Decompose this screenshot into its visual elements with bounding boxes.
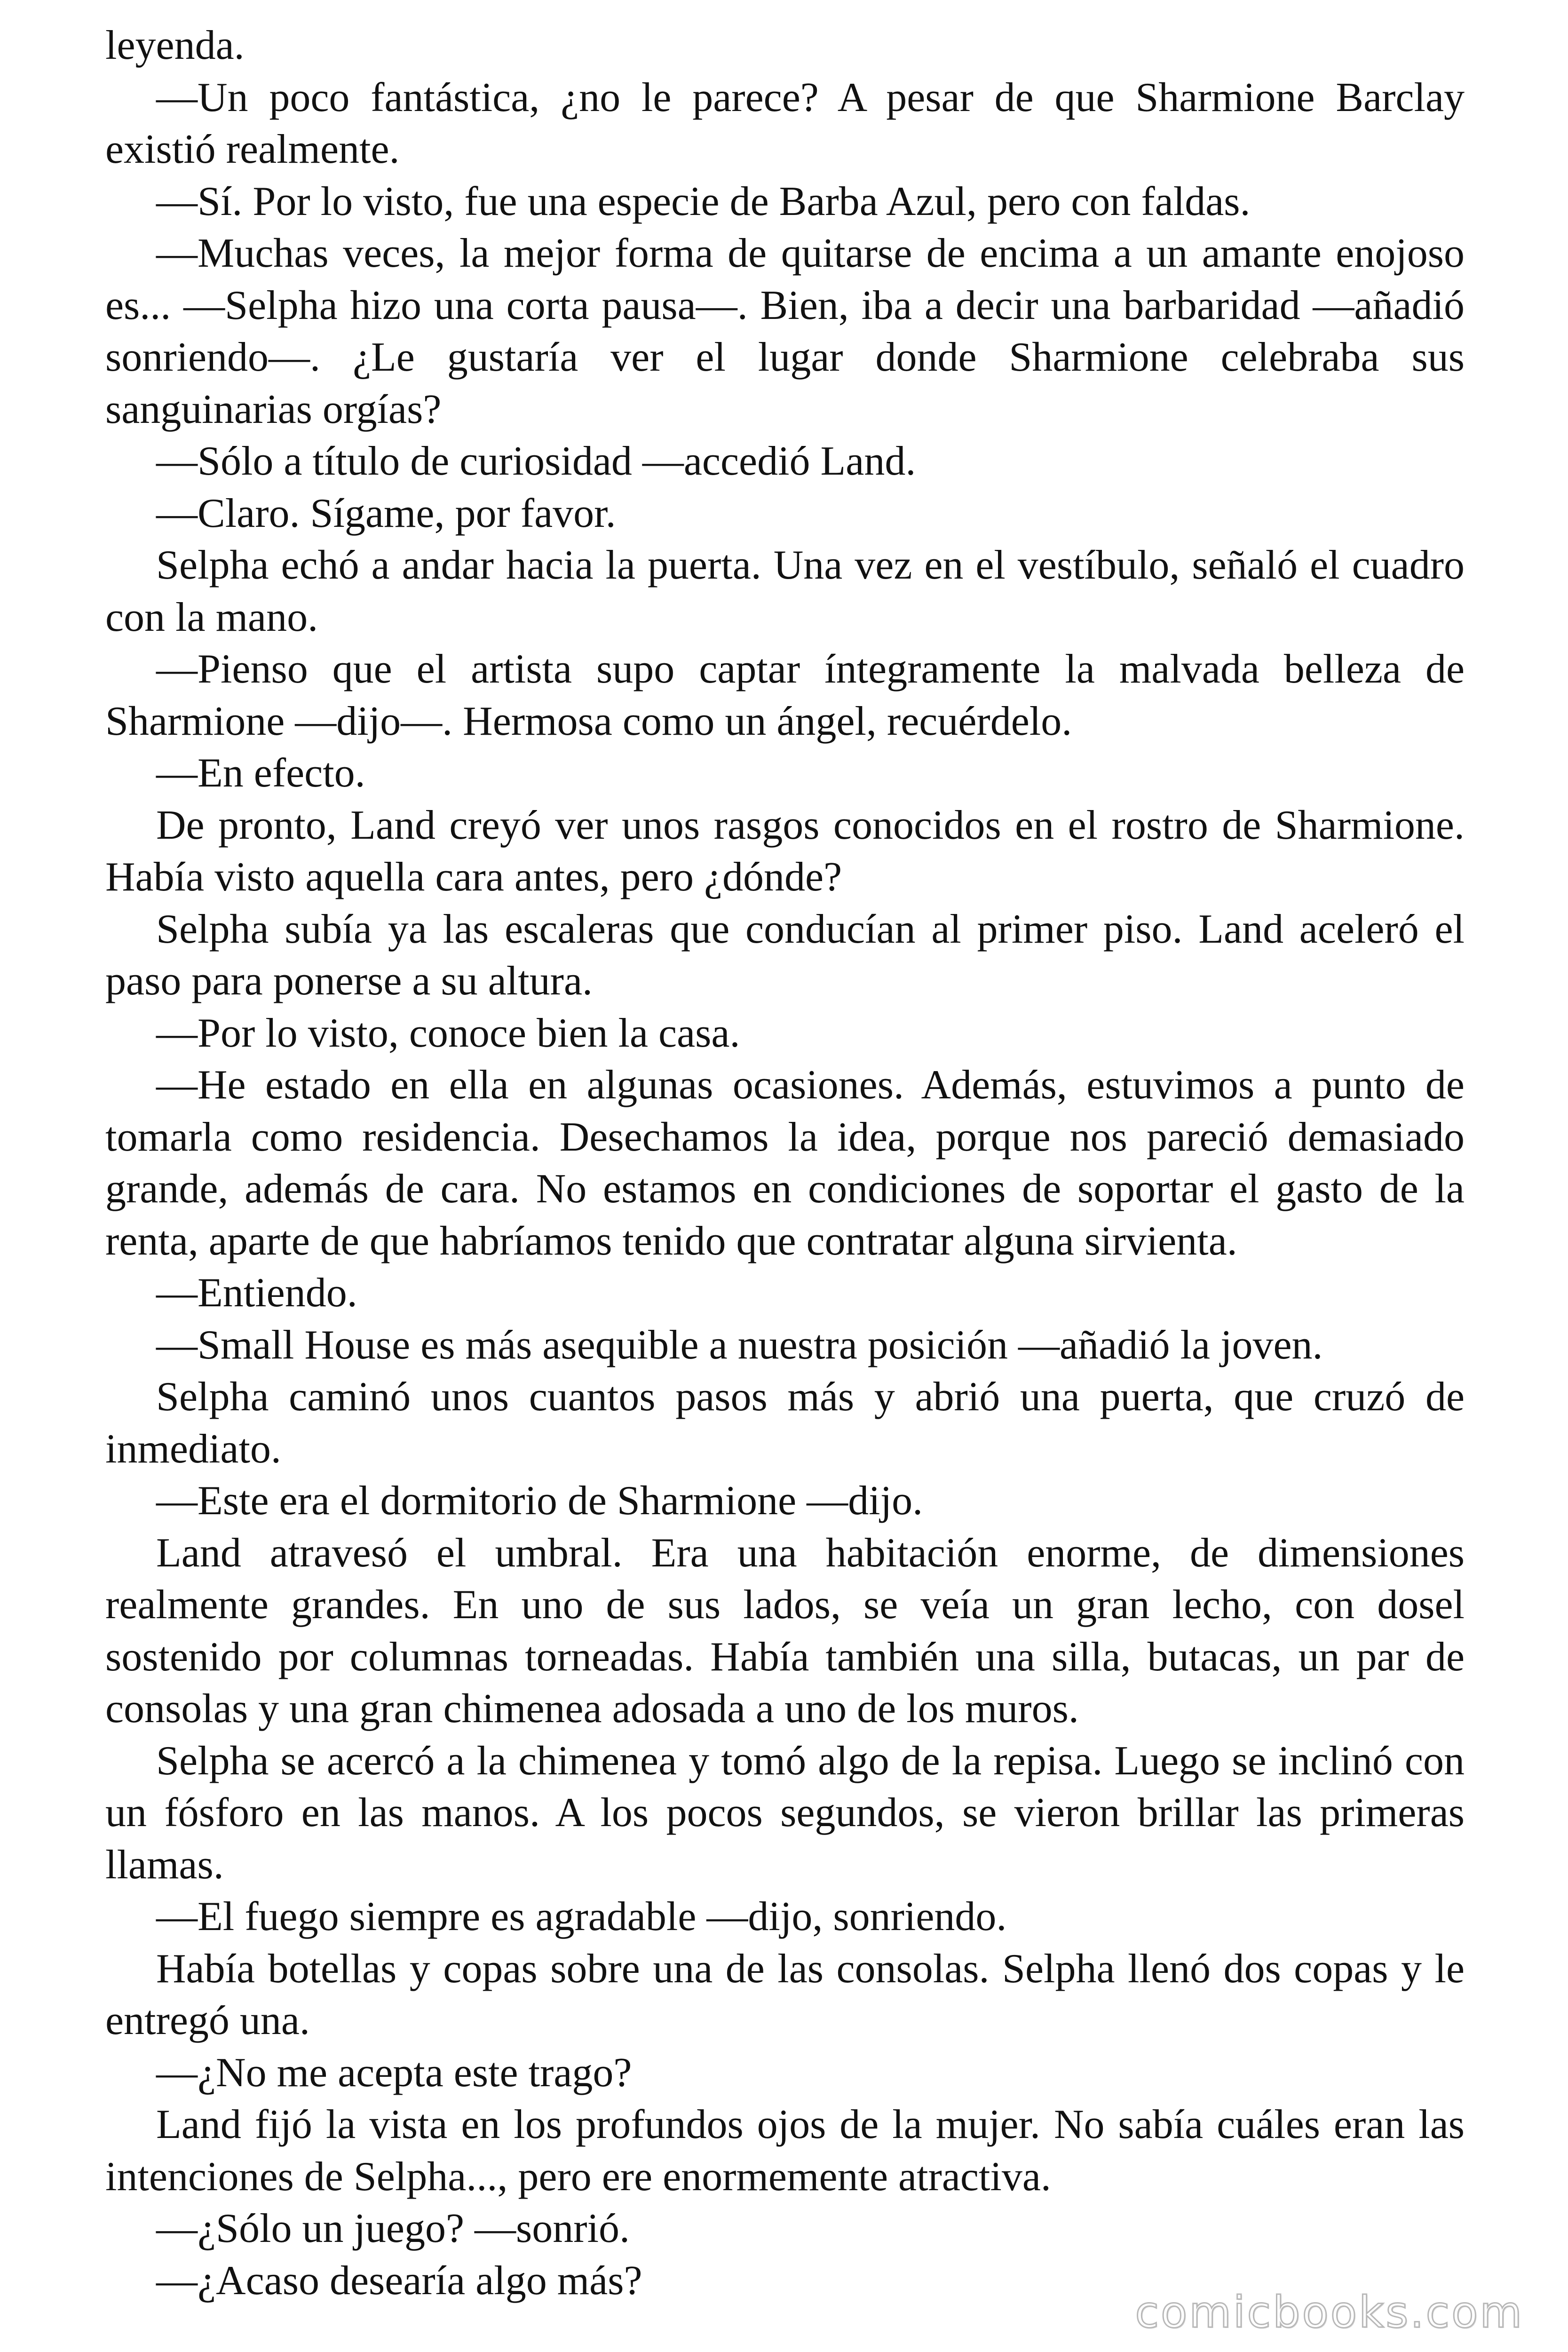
paragraph: Selpha echó a andar hacia la puerta. Una vez en el vestíbulo, señaló el cuadro con la mano. (105, 542, 1465, 640)
paragraph: leyenda. (105, 23, 245, 68)
paragraph: —El fuego siempre es agradable —dijo, sonriendo. (156, 1894, 1007, 1939)
paragraph: Selpha caminó unos cuantos pasos más y abrió una puerta, que cruzó de inmediato. (105, 1374, 1465, 1472)
paragraph: Había botellas y copas sobre una de las consolas. Selpha llenó dos copas y le entregó una. (105, 1946, 1465, 2043)
paragraph: —He estado en ella en algunas ocasiones. Además, estuvimos a punto de tomarla como residencia. Desechamos la idea, porque nos pareció demasiado grande, además de cara. No estamos en condiciones de soportar el gasto de la renta, aparte de que habríamos tenido que contratar alguna sirvienta. (105, 1062, 1465, 1264)
paragraph: —Este era el dormitorio de Sharmione —dijo. (156, 1478, 923, 1524)
paragraph: —Por lo visto, conoce bien la casa. (156, 1010, 740, 1056)
paragraph: De pronto, Land creyó ver unos rasgos conocidos en el rostro de Sharmione. Había visto aquella cara antes, pero ¿dónde? (105, 802, 1465, 900)
paragraph: —Pienso que el artista supo captar íntegramente la malvada belleza de Sharmione —dijo—. Hermosa como un ángel, recuérdelo. (105, 646, 1465, 744)
paragraph: Land fijó la vista en los profundos ojos de la mujer. No sabía cuáles eran las intenciones de Selpha..., pero ere enormemente atractiva. (105, 2102, 1465, 2200)
paragraph: —En efecto. (156, 750, 365, 796)
page-body-text (105, 20, 1465, 2307)
paragraph: —Un poco fantástica, ¿no le parece? A pesar de que Sharmione Barclay existió realmente. (105, 74, 1465, 172)
paragraph: —Claro. Sígame, por favor. (156, 490, 616, 536)
paragraph: —Sólo a título de curiosidad —accedió Land. (156, 438, 916, 484)
paragraph: —¿Acaso desearía algo más? (156, 2257, 642, 2304)
paragraph: Selpha se acercó a la chimenea y tomó algo de la repisa. Luego se inclinó con un fósforo en las manos. A los pocos segundos, se vieron brillar las primeras llamas. (105, 1738, 1465, 1888)
paragraph: —Sí. Por lo visto, fue una especie de Barba Azul, pero con faldas. (156, 178, 1251, 224)
paragraph: —¿No me acepta este trago? (156, 2050, 632, 2096)
watermark: comicbooks.com (1135, 2287, 1524, 2337)
paragraph: Selpha subía ya las escaleras que conducían al primer piso. Land aceleró el paso para ponerse a su altura. (105, 906, 1465, 1004)
paragraph: Land atravesó el umbral. Era una habitación enorme, de dimensiones realmente grandes. En uno de sus lados, se veía un gran lecho, con dosel sostenido por columnas torneadas. Había también una silla, butacas, un par de consolas y una gran chimenea adosada a uno de los muros. (105, 1530, 1465, 1732)
paragraph: —Muchas veces, la mejor forma de quitarse de encima a un amante enojoso es... —Selpha hizo una corta pausa—. Bien, iba a decir una barbaridad —añadió sonriendo—. ¿Le gustaría ver el lugar donde Sharmione celebraba sus sanguinarias orgías? (105, 230, 1465, 432)
paragraph: —Entiendo. (156, 1270, 357, 1316)
paragraph: —¿Sólo un juego? —sonrió. (156, 2206, 630, 2251)
paragraph: —Small House es más asequible a nuestra posición —añadió la joven. (156, 1322, 1323, 1368)
